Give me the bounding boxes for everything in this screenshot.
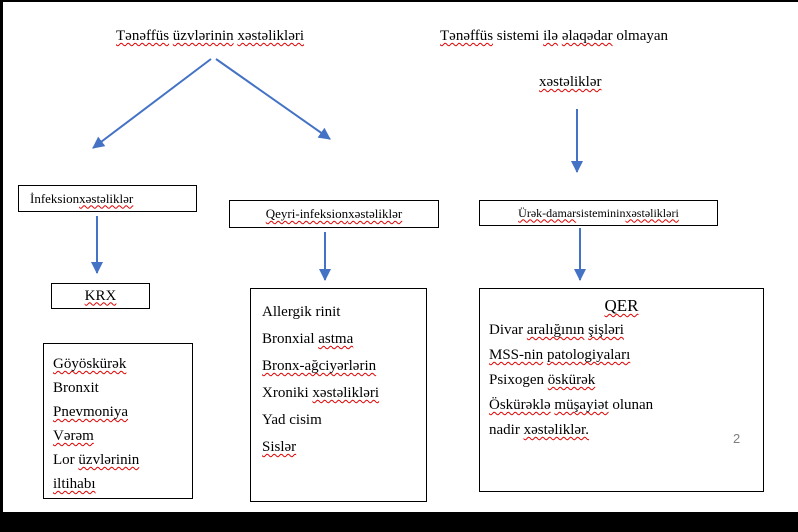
misspelled-word: patologiyaları <box>546 347 631 363</box>
text-segment: Bronxial <box>262 331 319 347</box>
list-line <box>489 318 763 343</box>
list-line <box>262 326 426 353</box>
text-segment: Lor <box>53 452 79 468</box>
misspelled-word: xəstəlikləri <box>237 28 305 44</box>
urek-damar-diseases-list-box <box>479 288 764 492</box>
infeksion-diseases-list-box <box>43 343 193 499</box>
misspelled-word: Vərəm <box>53 428 94 444</box>
misspelled-word: Öskürəklə <box>489 397 551 413</box>
list-line <box>489 343 763 368</box>
qeyri-infeksion-xestelikler-box <box>229 200 439 228</box>
misspelled-word: Ürək-damar <box>518 205 577 220</box>
misspelled-word: öskürək <box>547 372 596 388</box>
text-segment: olmayan <box>612 28 669 44</box>
misspelled-word: xəstəliklər <box>539 74 602 90</box>
urek-damar-sistemi-box <box>479 200 718 226</box>
list-line <box>53 400 192 424</box>
text-segment: sistemi <box>493 28 544 44</box>
list-line <box>53 424 192 448</box>
left-branch-title <box>116 28 304 45</box>
list-line <box>262 353 426 380</box>
misspelled-word: Qeyri-infeksion <box>265 206 349 221</box>
text-segment: Xroniki <box>262 385 313 401</box>
misspelled-word: xəstəlikləri <box>312 385 380 401</box>
misspelled-word: Tənəffüs <box>440 28 494 44</box>
krx-box <box>51 283 150 309</box>
list-line <box>53 472 192 496</box>
misspelled-word: aralığının <box>526 322 585 338</box>
misspelled-word: əlaqədar <box>561 28 613 44</box>
misspelled-word: Pnevmoniya <box>53 404 128 420</box>
list-line <box>489 393 763 418</box>
list-line <box>262 407 426 434</box>
misspelled-word: iltihabı <box>53 476 96 492</box>
text-segment: sisteminin <box>576 205 626 220</box>
misspelled-word: Sislər <box>262 439 297 455</box>
misspelled-word: KRX <box>84 287 117 304</box>
infeksion-xestelikler-box <box>18 185 197 212</box>
text-segment: nadir <box>489 422 524 438</box>
text-segment: Psixogen <box>489 372 548 388</box>
misspelled-word: Bronx-ağciyərlərin <box>262 358 377 374</box>
misspelled-word: xəstəliklər. <box>523 422 589 438</box>
list-line <box>489 368 763 393</box>
list-line <box>489 293 754 318</box>
page-number: 2 <box>733 431 741 446</box>
text-segment: Allergik rinit <box>262 304 341 320</box>
right-branch-title-line1 <box>440 28 668 45</box>
bottom-border-bar <box>3 512 798 532</box>
list-line <box>53 376 192 400</box>
list-line <box>262 380 426 407</box>
misspelled-word: ilə <box>543 28 559 44</box>
misspelled-word: Tənəffüs <box>116 28 170 44</box>
misspelled-word: şişləri <box>588 322 624 338</box>
list-line <box>262 434 426 461</box>
right-branch-title-line2 <box>539 74 601 91</box>
misspelled-word: xəstəlikləri <box>625 205 679 220</box>
text-segment: Yad cisim <box>262 412 322 428</box>
list-line <box>53 352 192 376</box>
text-segment: Divar <box>489 322 527 338</box>
arrow-title-to-infeksion <box>93 59 211 148</box>
misspelled-word: QER <box>604 296 639 315</box>
misspelled-word: astma <box>318 331 354 347</box>
misspelled-word: xəstəliklər <box>79 190 134 206</box>
arrow-title-to-qeyri <box>216 59 330 139</box>
text-segment: Bronxit <box>53 380 99 396</box>
misspelled-word: Göyöskürək <box>53 356 127 372</box>
misspelled-word: üzvlərinin <box>172 28 234 44</box>
text-segment: olunan <box>608 397 654 413</box>
qeyri-infeksion-diseases-list-box <box>250 288 427 502</box>
misspelled-word: üzvlərinin <box>78 452 140 468</box>
list-line <box>262 299 426 326</box>
misspelled-word: müşayiət <box>554 397 609 413</box>
text-segment: İnfeksion <box>30 190 80 206</box>
list-line <box>53 448 192 472</box>
misspelled-word: xəstəliklər <box>348 206 403 221</box>
list-line <box>489 418 763 443</box>
misspelled-word: MSS-nin <box>489 347 544 363</box>
